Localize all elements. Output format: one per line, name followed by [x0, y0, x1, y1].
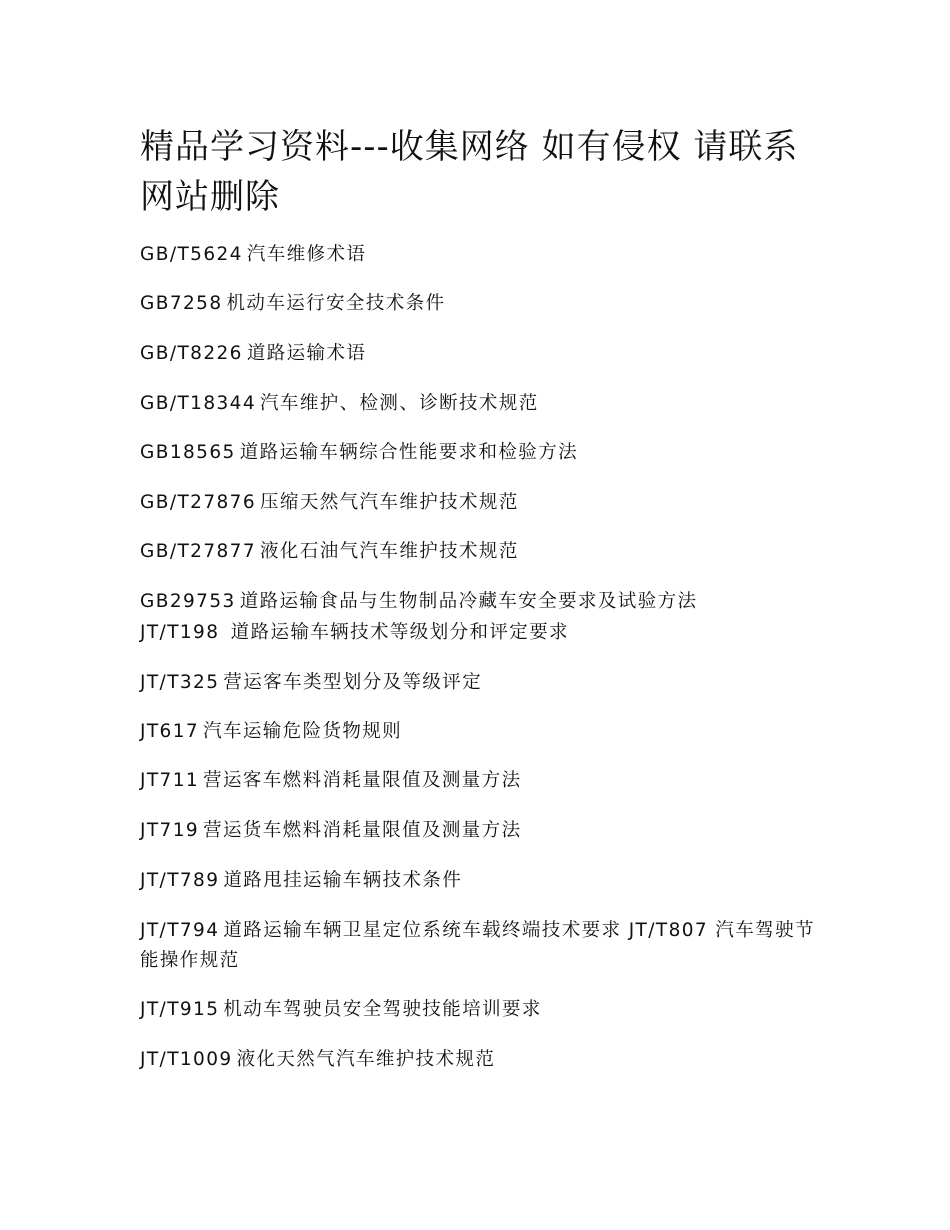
list-item — [140, 866, 820, 896]
standard-name: 营运客车燃料消耗量限值及测量方法 — [203, 770, 522, 791]
standard-code: JT/T789 — [140, 870, 220, 891]
standard-code: JT/T1009 — [140, 1049, 233, 1070]
standard-name: 营运货车燃料消耗量限值及测量方法 — [203, 820, 522, 841]
list-item — [140, 587, 820, 617]
list-item — [140, 916, 820, 976]
standard-code: GB/T27877 — [140, 541, 257, 562]
standard-code: JT617 — [140, 721, 200, 742]
list-item — [140, 995, 820, 1025]
standard-code: JT/T198 — [140, 622, 220, 643]
standard-code: JT/T915 — [140, 999, 220, 1020]
standard-name: 液化天然气汽车维护技术规范 — [236, 1049, 496, 1070]
standard-code: GB18565 — [140, 442, 236, 463]
standard-name: 道路甩挂运输车辆技术条件 — [223, 870, 463, 891]
standard-code: JT711 — [140, 770, 200, 791]
standard-name: 机动车驾驶员安全驾驶技能培训要求 — [223, 999, 542, 1020]
standard-code: GB29753 — [140, 591, 236, 612]
list-item — [140, 668, 820, 698]
standard-name: 液化石油气汽车维护技术规范 — [260, 541, 519, 562]
standard-name: 汽车维修术语 — [246, 244, 367, 265]
list-item — [140, 289, 820, 319]
list-item — [140, 537, 820, 567]
page-title: 精品学习资料---收集网络 如有侵权 请联系网站删除 — [140, 127, 799, 217]
list-item — [140, 438, 820, 468]
standard-code: JT/T794 — [140, 920, 220, 941]
standard-name: 道路运输食品与生物制品冷藏车安全要求及试验方法 — [239, 591, 698, 612]
standard-name: 道路运输车辆技术等级划分和评定要求 — [223, 622, 569, 643]
standard-name: 机动车运行安全技术条件 — [226, 293, 446, 314]
standard-name: 道路运输车辆卫星定位系统车载终端技术要求 JT/T807 汽车驾驶节能操作规范 — [140, 920, 815, 971]
list-item — [140, 717, 820, 747]
standard-name: 道路运输车辆综合性能要求和检验方法 — [239, 442, 578, 463]
list-item — [140, 339, 820, 369]
list-item — [140, 240, 820, 270]
list-item — [140, 816, 820, 846]
list-item — [140, 488, 820, 518]
standard-code: GB/T27876 — [140, 492, 257, 513]
standard-code: JT719 — [140, 820, 200, 841]
list-item — [140, 618, 820, 648]
standard-code: GB7258 — [140, 293, 223, 314]
standard-code: GB/T8226 — [140, 343, 243, 364]
standard-name: 汽车运输危险货物规则 — [203, 721, 403, 742]
standard-name: 道路运输术语 — [246, 343, 367, 364]
standard-code: GB/T18344 — [140, 393, 257, 414]
standard-code: GB/T5624 — [140, 244, 243, 265]
list-item — [140, 766, 820, 796]
standard-name: 营运客车类型划分及等级评定 — [223, 672, 483, 693]
list-item — [140, 1045, 820, 1075]
standard-code: JT/T325 — [140, 672, 220, 693]
standard-name: 压缩天然气汽车维护技术规范 — [260, 492, 519, 513]
standard-name: 汽车维护、检测、诊断技术规范 — [260, 393, 539, 414]
list-item — [140, 389, 820, 419]
